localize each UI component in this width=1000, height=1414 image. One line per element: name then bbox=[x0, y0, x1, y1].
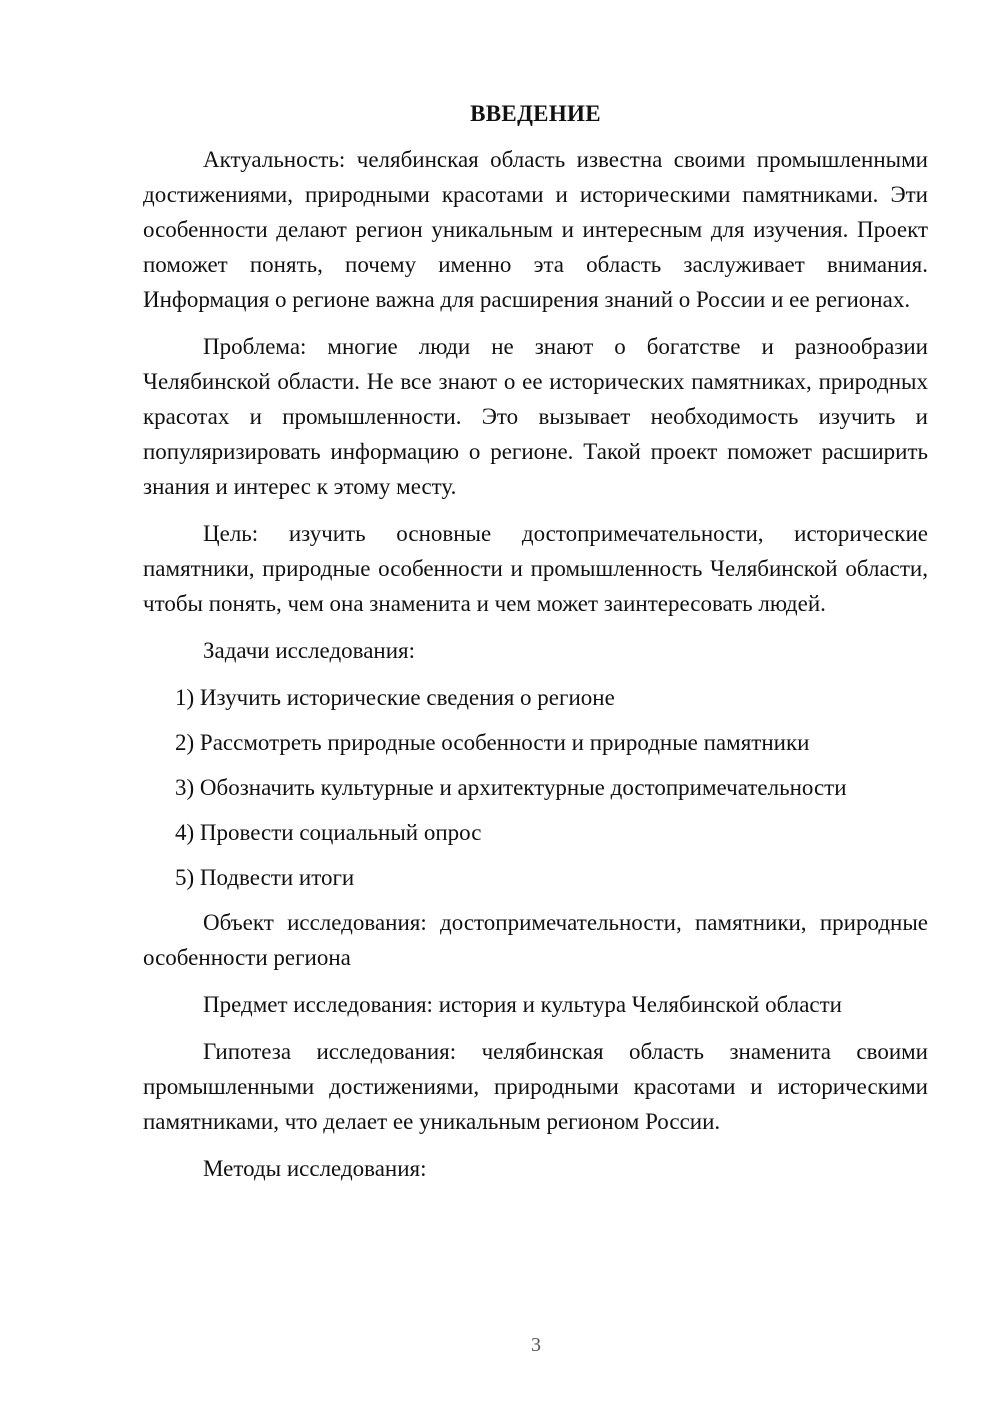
paragraph-goal: Цель: изучить основные достопримечательности, исторические памятники, природные особенности и промышленность Челябинской области, чтобы понять, чем она знаменита и чем может заинтересовать людей. bbox=[143, 521, 928, 616]
paragraph-relevance: Актуальность: челябинская область известна своими промышленными достижениями, природными красотами и историческими памятниками. Эти особенности делают регион уникальным и интересным для изучения. Проект поможет понять, почему именно эта область заслуживает внимания. Информация о регионе важна для расширения знаний о России и ее регионах. bbox=[143, 147, 928, 312]
task-item: 1) Изучить исторические сведения о регионе bbox=[175, 685, 615, 710]
paragraph-problem: Проблема: многие люди не знают о богатстве и разнообразии Челябинской области. Не все знают о ее исторических памятниках, природных красотах и промышленности. Это вызывает необходимость изучить и популяризировать информацию о регионе. Такой проект поможет расширить знания и интерес к этому месту. bbox=[143, 334, 928, 499]
paragraph-hypothesis: Гипотеза исследования: челябинская область знаменита своими промышленными достижениями, природными красотами и историческими памятниками, что делает ее уникальным регионом России. bbox=[143, 1039, 928, 1134]
document-body bbox=[143, 96, 928, 1198]
page-number: 3 bbox=[531, 1334, 541, 1356]
task-item: 3) Обозначить культурные и архитектурные достопримечательности bbox=[175, 775, 847, 800]
section-title: ВВЕДЕНИЕ bbox=[470, 101, 601, 126]
paragraph-object: Объект исследования: достопримечательности, памятники, природные особенности региона bbox=[143, 910, 928, 970]
paragraph-subject: Предмет исследования: история и культура Челябинской области bbox=[203, 992, 842, 1017]
task-item: 4) Провести социальный опрос bbox=[175, 820, 482, 845]
task-item: 5) Подвести итоги bbox=[175, 865, 355, 890]
task-item: 2) Рассмотреть природные особенности и природные памятники bbox=[175, 730, 810, 755]
tasks-heading: Задачи исследования: bbox=[203, 638, 416, 663]
methods-heading: Методы исследования: bbox=[203, 1156, 427, 1181]
